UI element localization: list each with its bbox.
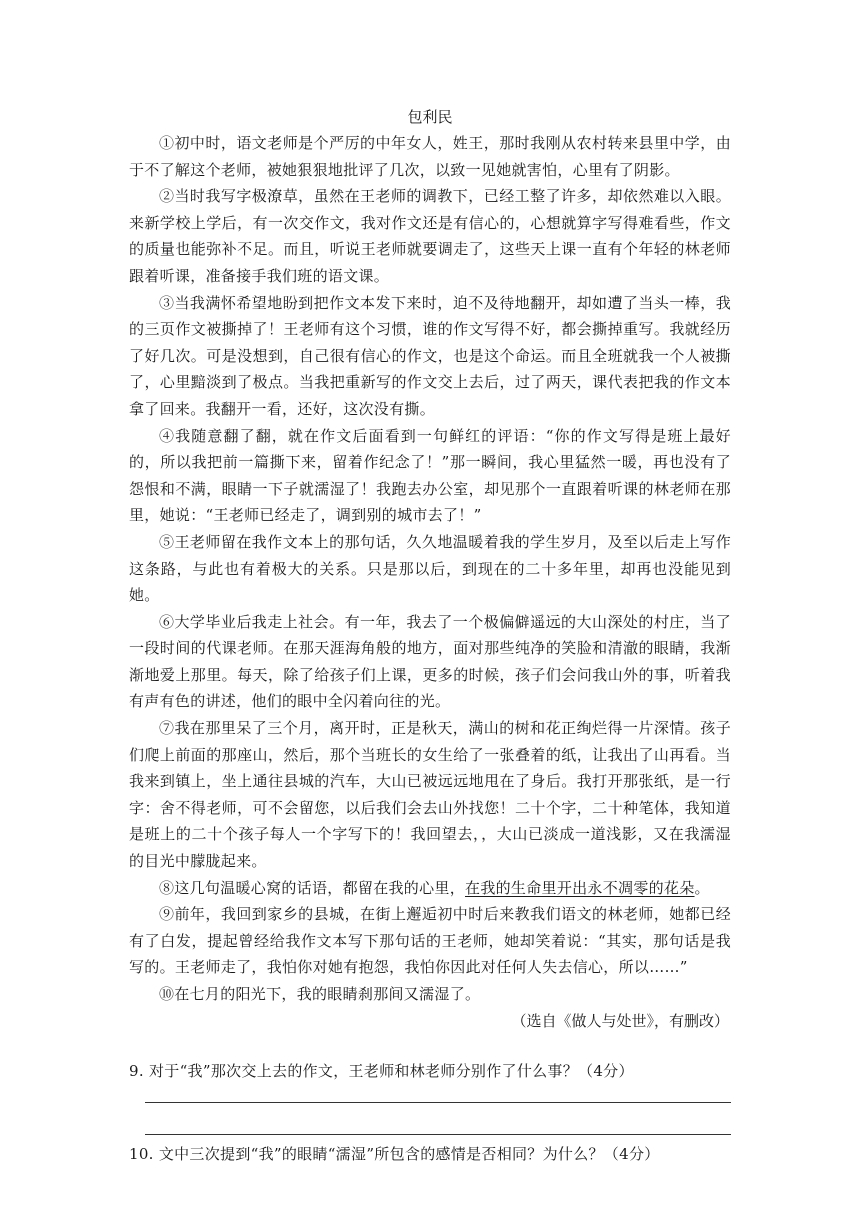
question-10: 10. 文中三次提到“我”的眼睛“濡湿”所包含的感情是否相同？为什么？（4分） — [129, 1144, 660, 1163]
paragraph-5: ⑤王老师留在我作文本上的那句话，久久地温暖着我的学生岁月，及至以后走上写作这条路，与此也有着极大的关系。只是那以后，到现在的二十多年里，却再也没能见到她。 — [129, 532, 731, 605]
paragraph-2: ②当时我写字极潦草，虽然在王老师的调教下，已经工整了许多，却依然难以入眼。来新学校上学后，有一次交作文，我对作文还是有信心的，心想就算字写得难看些，作文的质量也能弥补不足。而且，听说王老师就要调走了，这些天上课一直有个年轻的林老师跟着听课，准备接手我们班的语文课。 — [129, 187, 731, 285]
question-9: 9. 对于“我”那次交上去的作文，王老师和林老师分别作了什么事？（4分） — [129, 1061, 634, 1080]
paragraph-9: ⑨前年，我回到家乡的县城，在街上邂逅初中时后来教我们语文的林老师，她都已经有了白发，提起曾经给我作文本写下那句话的王老师，她却笑着说：“其实，那句话是我写的。王老师走了，我怕你对她有抱怨，我怕你因此对任何人失去信心，所以……” — [129, 905, 731, 977]
answer-line-2[interactable] — [145, 1133, 731, 1135]
paragraph-1: ①初中时，语文老师是个严厉的中年女人，姓王，那时我刚从农村转来县里中学，由于不了解这个老师，被她狠狠地批评了几次，以致一见她就害怕，心里有了阴影。 — [129, 134, 731, 179]
paragraph-6: ⑥大学毕业后我走上社会。有一年，我去了一个极偏僻遥远的大山深处的村庄，当了一段时间的代课老师。在那天涯海角般的地方，面对那些纯净的笑脸和清澈的眼睛，我渐渐地爱上那里。每天，除了给孩子们上课，更多的时候，孩子们会问我山外的事，听着我有声有色的讲述，他们的眼中全闪着向往的光。 — [129, 612, 731, 711]
paragraph-7: ⑦我在那里呆了三个月，离开时，正是秋天，满山的树和花正绚烂得一片深情。孩子们爬上前面的那座山，然后，那个当班长的女生给了一张叠着的纸，让我出了山再看。当我来到镇上，坐上通往县城的汽车，大山已被远远地甩在了身后。我打开那张纸，是一行字：舍不得老师，可不会留您，以后我们会去山外找您！二十个字，二十种笔体，我知道是班上的二十个孩子每人一个字写下的！我回望去，，大山已淡成一道浅影，又在我濡湿的目光中朦胧起来。 — [129, 719, 731, 871]
underlined-sentence: 在我的生命里开出永不凋零的花朵 — [465, 878, 695, 897]
article-source: （选自《做人与处世》，有删改） — [511, 1011, 729, 1030]
paragraph-8-lead: ⑧这几句温暖心窝的话语，都留在我的心里， — [159, 878, 466, 897]
paragraph-8 — [129, 875, 731, 902]
article-author: 包利民 — [407, 108, 453, 126]
paragraph-3: ③当我满怀希望地盼到把作文本发下来时，迫不及待地翻开，却如遭了当头一棒，我的三页作文被撕掉了！王老师有这个习惯，谁的作文写得不好，都会撕掉重写。我就经历了好几次。可是没想到，自己很有信心的作文，也是这个命运。而且全班就我一个人被撕了，心里黯淡到了极点。当我把重新写的作文交上去后，过了两天，课代表把我的作文本拿了回来。我翻开一看，还好，这次没有撕。 — [129, 293, 731, 418]
exam-page — [129, 104, 731, 1167]
answer-line-1[interactable] — [145, 1101, 731, 1103]
paragraph-8-end: 。 — [694, 878, 710, 897]
paragraph-4: ④我随意翻了翻，就在作文后面看到一句鲜红的评语：“你的作文写得是班上最好的，所以我把前一篇撕下来，留着作纪念了！”那一瞬间，我心里猛然一暖，再也没有了怨恨和不满，眼睛一下子就濡湿了！我跑去办公室，却见那个一直跟着听课的林老师在那里，她说：“王老师已经走了，调到别的城市去了！” — [129, 426, 731, 525]
paragraph-10: ⑩在七月的阳光下，我的眼睛刹那间又濡湿了。 — [159, 985, 481, 1003]
